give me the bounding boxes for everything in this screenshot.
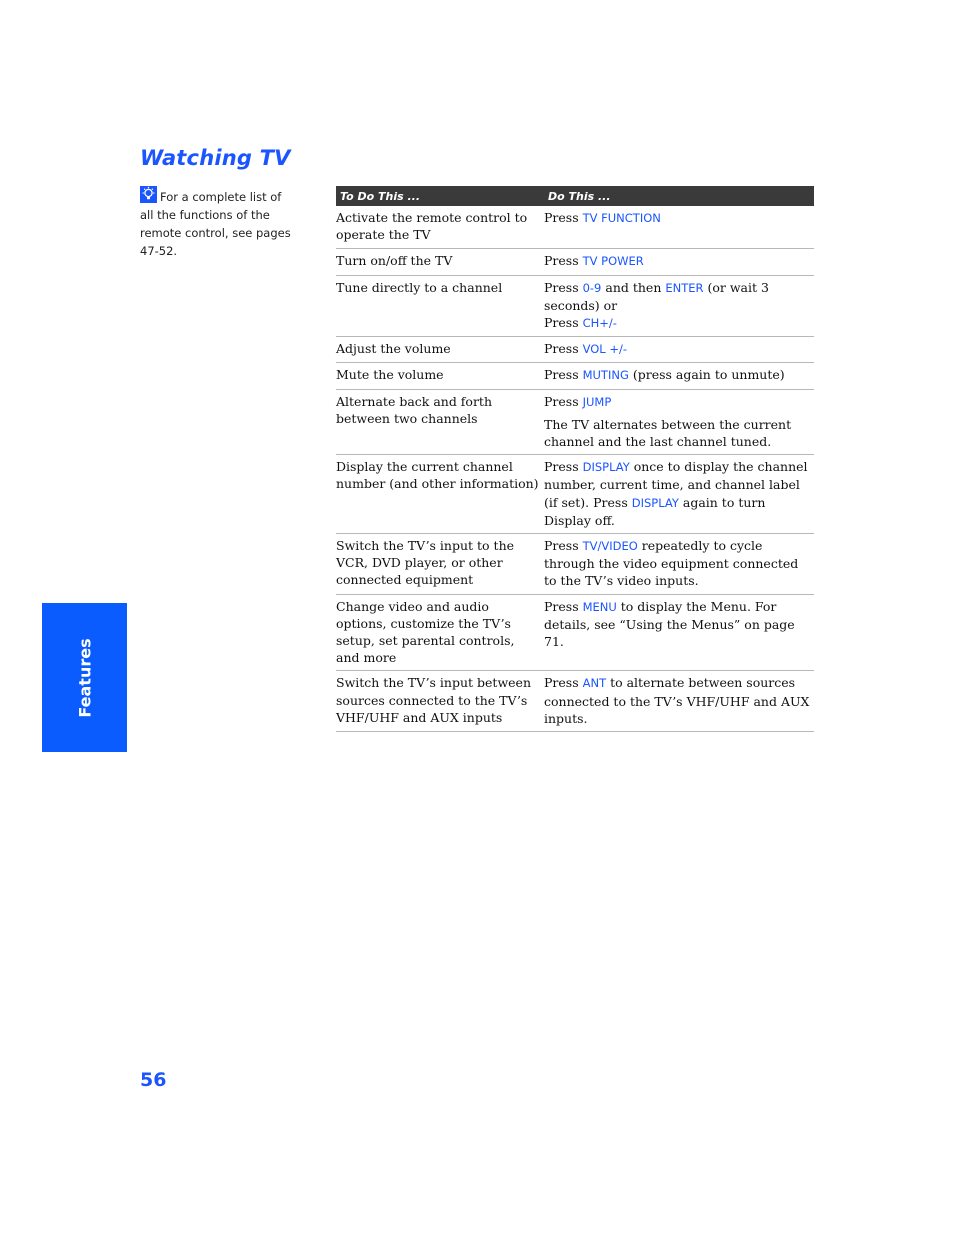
table-row — [336, 206, 814, 249]
remote-key-label: 0-9 — [582, 280, 602, 295]
task-cell: Switch the TV’s input to the VCR, DVD player, or other connected equipment — [336, 534, 544, 595]
action-text: to display the Menu. For details, see “Using the Menus” on page 71. — [544, 598, 795, 650]
action-text: repeatedly to cycle through the video equipment connected to the TV’s video inputs. — [544, 538, 799, 589]
action-cell — [544, 275, 814, 337]
action-cell — [544, 455, 814, 534]
remote-key-label: CH+/- — [582, 316, 617, 331]
action-cell — [544, 337, 814, 363]
action-text: to alternate between sources connected to the TV’s VHF/UHF and AUX inputs. — [544, 675, 810, 726]
action-cell — [544, 363, 814, 389]
task-cell: Mute the volume — [336, 363, 544, 389]
column-header-task: To Do This ... — [336, 186, 544, 206]
table-row — [336, 455, 814, 534]
section-tab-label: Features — [75, 637, 94, 718]
remote-key-label: JUMP — [582, 394, 612, 409]
remote-key-label: DISPLAY — [631, 495, 679, 510]
tip-text: For a complete list of all the functions of the remote control, see pages 47-52. — [140, 190, 291, 258]
action-text: again to turn Display off. — [544, 494, 766, 528]
table-row — [336, 275, 814, 337]
task-cell: Adjust the volume — [336, 337, 544, 363]
page-title: Watching TV — [140, 146, 291, 170]
action-cell — [544, 389, 814, 455]
task-cell: Switch the TV’s input between sources connected to the TV’s VHF/UHF and AUX inputs — [336, 671, 544, 732]
table-row — [336, 337, 814, 363]
action-text: Press — [544, 341, 583, 357]
action-text: Press — [544, 538, 583, 554]
table-row — [336, 671, 814, 732]
action-text: Press — [544, 459, 583, 475]
table-row — [336, 534, 814, 595]
section-tab-features — [42, 603, 127, 752]
action-text: (or wait 3 seconds) or — [544, 279, 769, 313]
action-cell — [544, 594, 814, 671]
remote-key-label: MUTING — [582, 368, 629, 383]
task-cell: Display the current channel number (and other information) — [336, 455, 544, 534]
action-text: Press — [544, 598, 583, 614]
remote-key-label: VOL +/- — [582, 342, 628, 357]
action-text: Press — [544, 210, 583, 225]
action-text: and then — [601, 279, 666, 295]
action-cell — [544, 671, 814, 732]
table-row — [336, 594, 814, 671]
action-cell — [544, 249, 814, 275]
action-text: Press — [544, 279, 583, 295]
remote-key-label: TV FUNCTION — [582, 211, 661, 225]
action-text: once to display the channel number, current time, and channel label (if set). Press — [544, 459, 808, 510]
action-text: Press — [544, 367, 583, 383]
action-note: The TV alternates between the current channel and the last channel tuned. — [544, 416, 792, 450]
action-text: Press — [544, 675, 583, 691]
column-header-action: Do This ... — [544, 186, 814, 206]
action-text: Press — [544, 393, 583, 409]
page-number: 56 — [140, 1069, 167, 1091]
task-cell: Alternate back and forth between two channels — [336, 389, 544, 455]
table-row — [336, 249, 814, 275]
remote-key-label: ENTER — [665, 280, 704, 295]
tip-note — [140, 186, 295, 260]
remote-key-label: MENU — [582, 599, 617, 614]
table-header-row — [336, 186, 814, 206]
action-cell — [544, 534, 814, 595]
remote-key-label: TV POWER — [582, 254, 644, 269]
action-cell — [544, 206, 814, 249]
action-text: (press again to unmute) — [628, 367, 785, 383]
remote-functions-table — [336, 186, 814, 732]
table-row — [336, 363, 814, 389]
table-row — [336, 389, 814, 455]
task-cell: Tune directly to a channel — [336, 275, 544, 337]
remote-key-label: DISPLAY — [582, 460, 630, 475]
task-cell: Turn on/off the TV — [336, 249, 544, 275]
task-cell: Activate the remote control to operate the TV — [336, 206, 544, 249]
lightbulb-icon — [140, 186, 157, 203]
action-text: Press — [544, 253, 583, 269]
remote-key-label: ANT — [582, 676, 607, 691]
action-text: Press — [544, 315, 583, 331]
task-cell: Change video and audio options, customize the TV’s setup, set parental controls, and more — [336, 594, 544, 671]
remote-key-label: TV/VIDEO — [582, 539, 638, 554]
